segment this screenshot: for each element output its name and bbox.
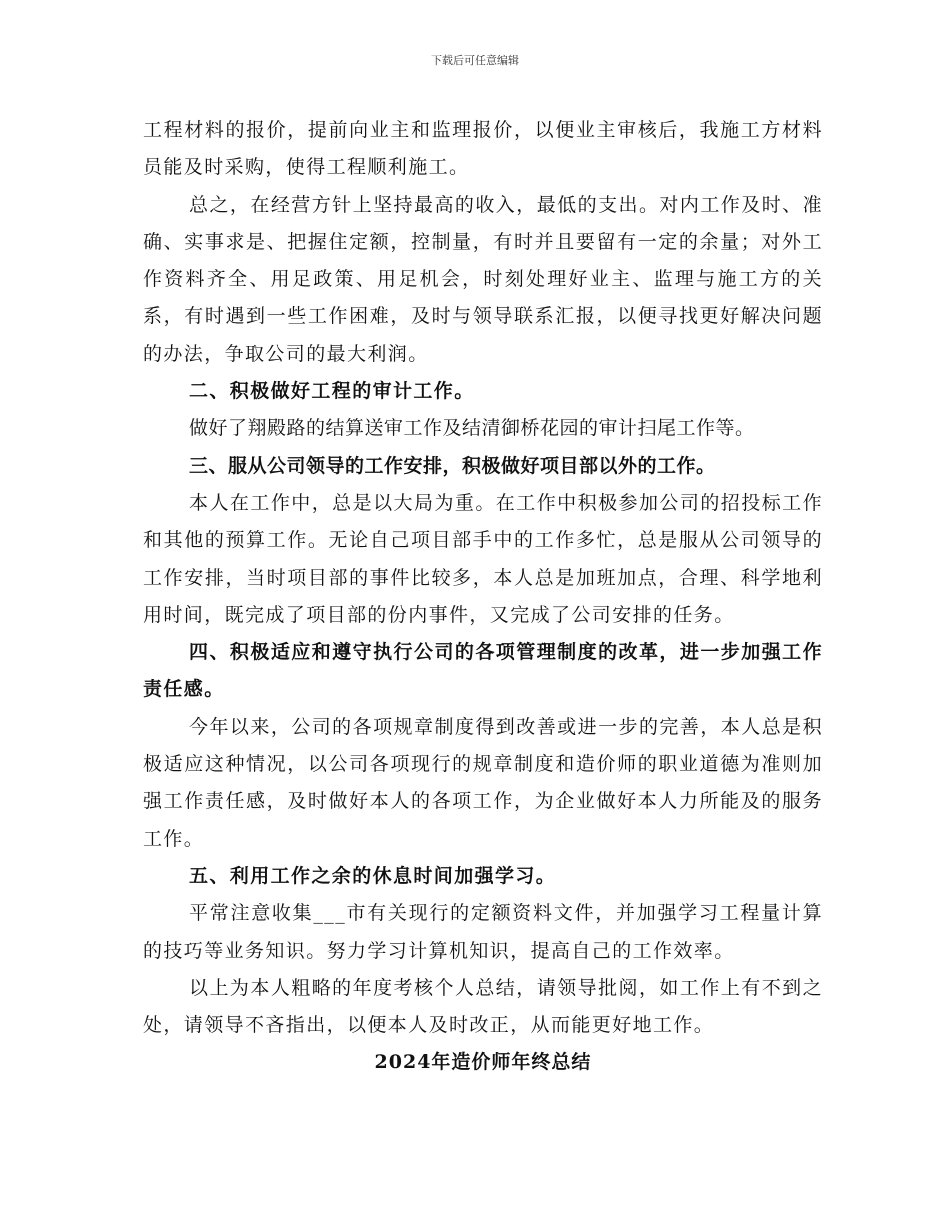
next-document-title: 2024年造价师年终总结 [374,1051,592,1074]
paragraph-closing: 以上为本人粗略的年度考核个人总结，请领导批阅，如工作上有不到之处，请领导不吝指出，以便本人及时改正，从而能更好地工作。 [143,976,823,1037]
section-heading-rules: 四、积极适应和遵守执行公司的各项管理制度的改革，进一步加强工作责任感。 [143,641,823,701]
paragraph-study: 平常注意收集___市有关现行的定额资料文件，并加强学习工程量计算的技巧等业务知识。努力学习计算机知识，提高自己的工作效率。 [143,902,823,962]
paragraph-obey: 本人在工作中，总是以大局为重。在工作中积极参加公司的招投标工作和其他的预算工作。无论自己项目部手中的工作多忙，总是服从公司领导的工作安排，当时项目部的事件比较多，本人总是加班加点，合理、科学地利用时间，既完成了项目部的份内事件，又完成了公司安排的任务。 [143,491,823,626]
header-note: 下载后可任意编辑 [431,54,519,67]
paragraph-rules: 今年以来，公司的各项规章制度得到改善或进一步的完善，本人总是积极适应这种情况，以公司各项现行的规章制度和造价师的职业道德为准则加强工作责任感，及时做好本人的各项工作，为企业做好本人力所能及的服务工作。 [143,715,823,850]
section-heading-audit: 二、积极做好工程的审计工作。 [189,380,475,403]
document-body [143,112,823,1082]
section-heading-obey: 三、服从公司领导的工作安排，积极做好项目部以外的工作。 [189,454,716,477]
section-heading-study: 五、利用工作之余的休息时间加强学习。 [189,864,557,887]
paragraph-summary: 总之，在经营方针上坚持最高的收入，最低的支出。对内工作及时、准确、实事求是、把握住定额，控制量，有时并且要留有一定的余量；对外工作资料齐全、用足政策、用足机会，时刻处理好业主、监理与施工方的关系，有时遇到一些工作困难，及时与领导联系汇报，以便寻找更好解决问题的办法，争取公司的最大利润。 [143,193,823,365]
paragraph-audit: 做好了翔殿路的结算送审工作及结清御桥花园的审计扫尾工作等。 [189,417,755,440]
paragraph-materials-quote: 工程材料的报价，提前向业主和监理报价，以便业主审核后，我施工方材料员能及时采购，使得工程顺利施工。 [143,119,823,179]
